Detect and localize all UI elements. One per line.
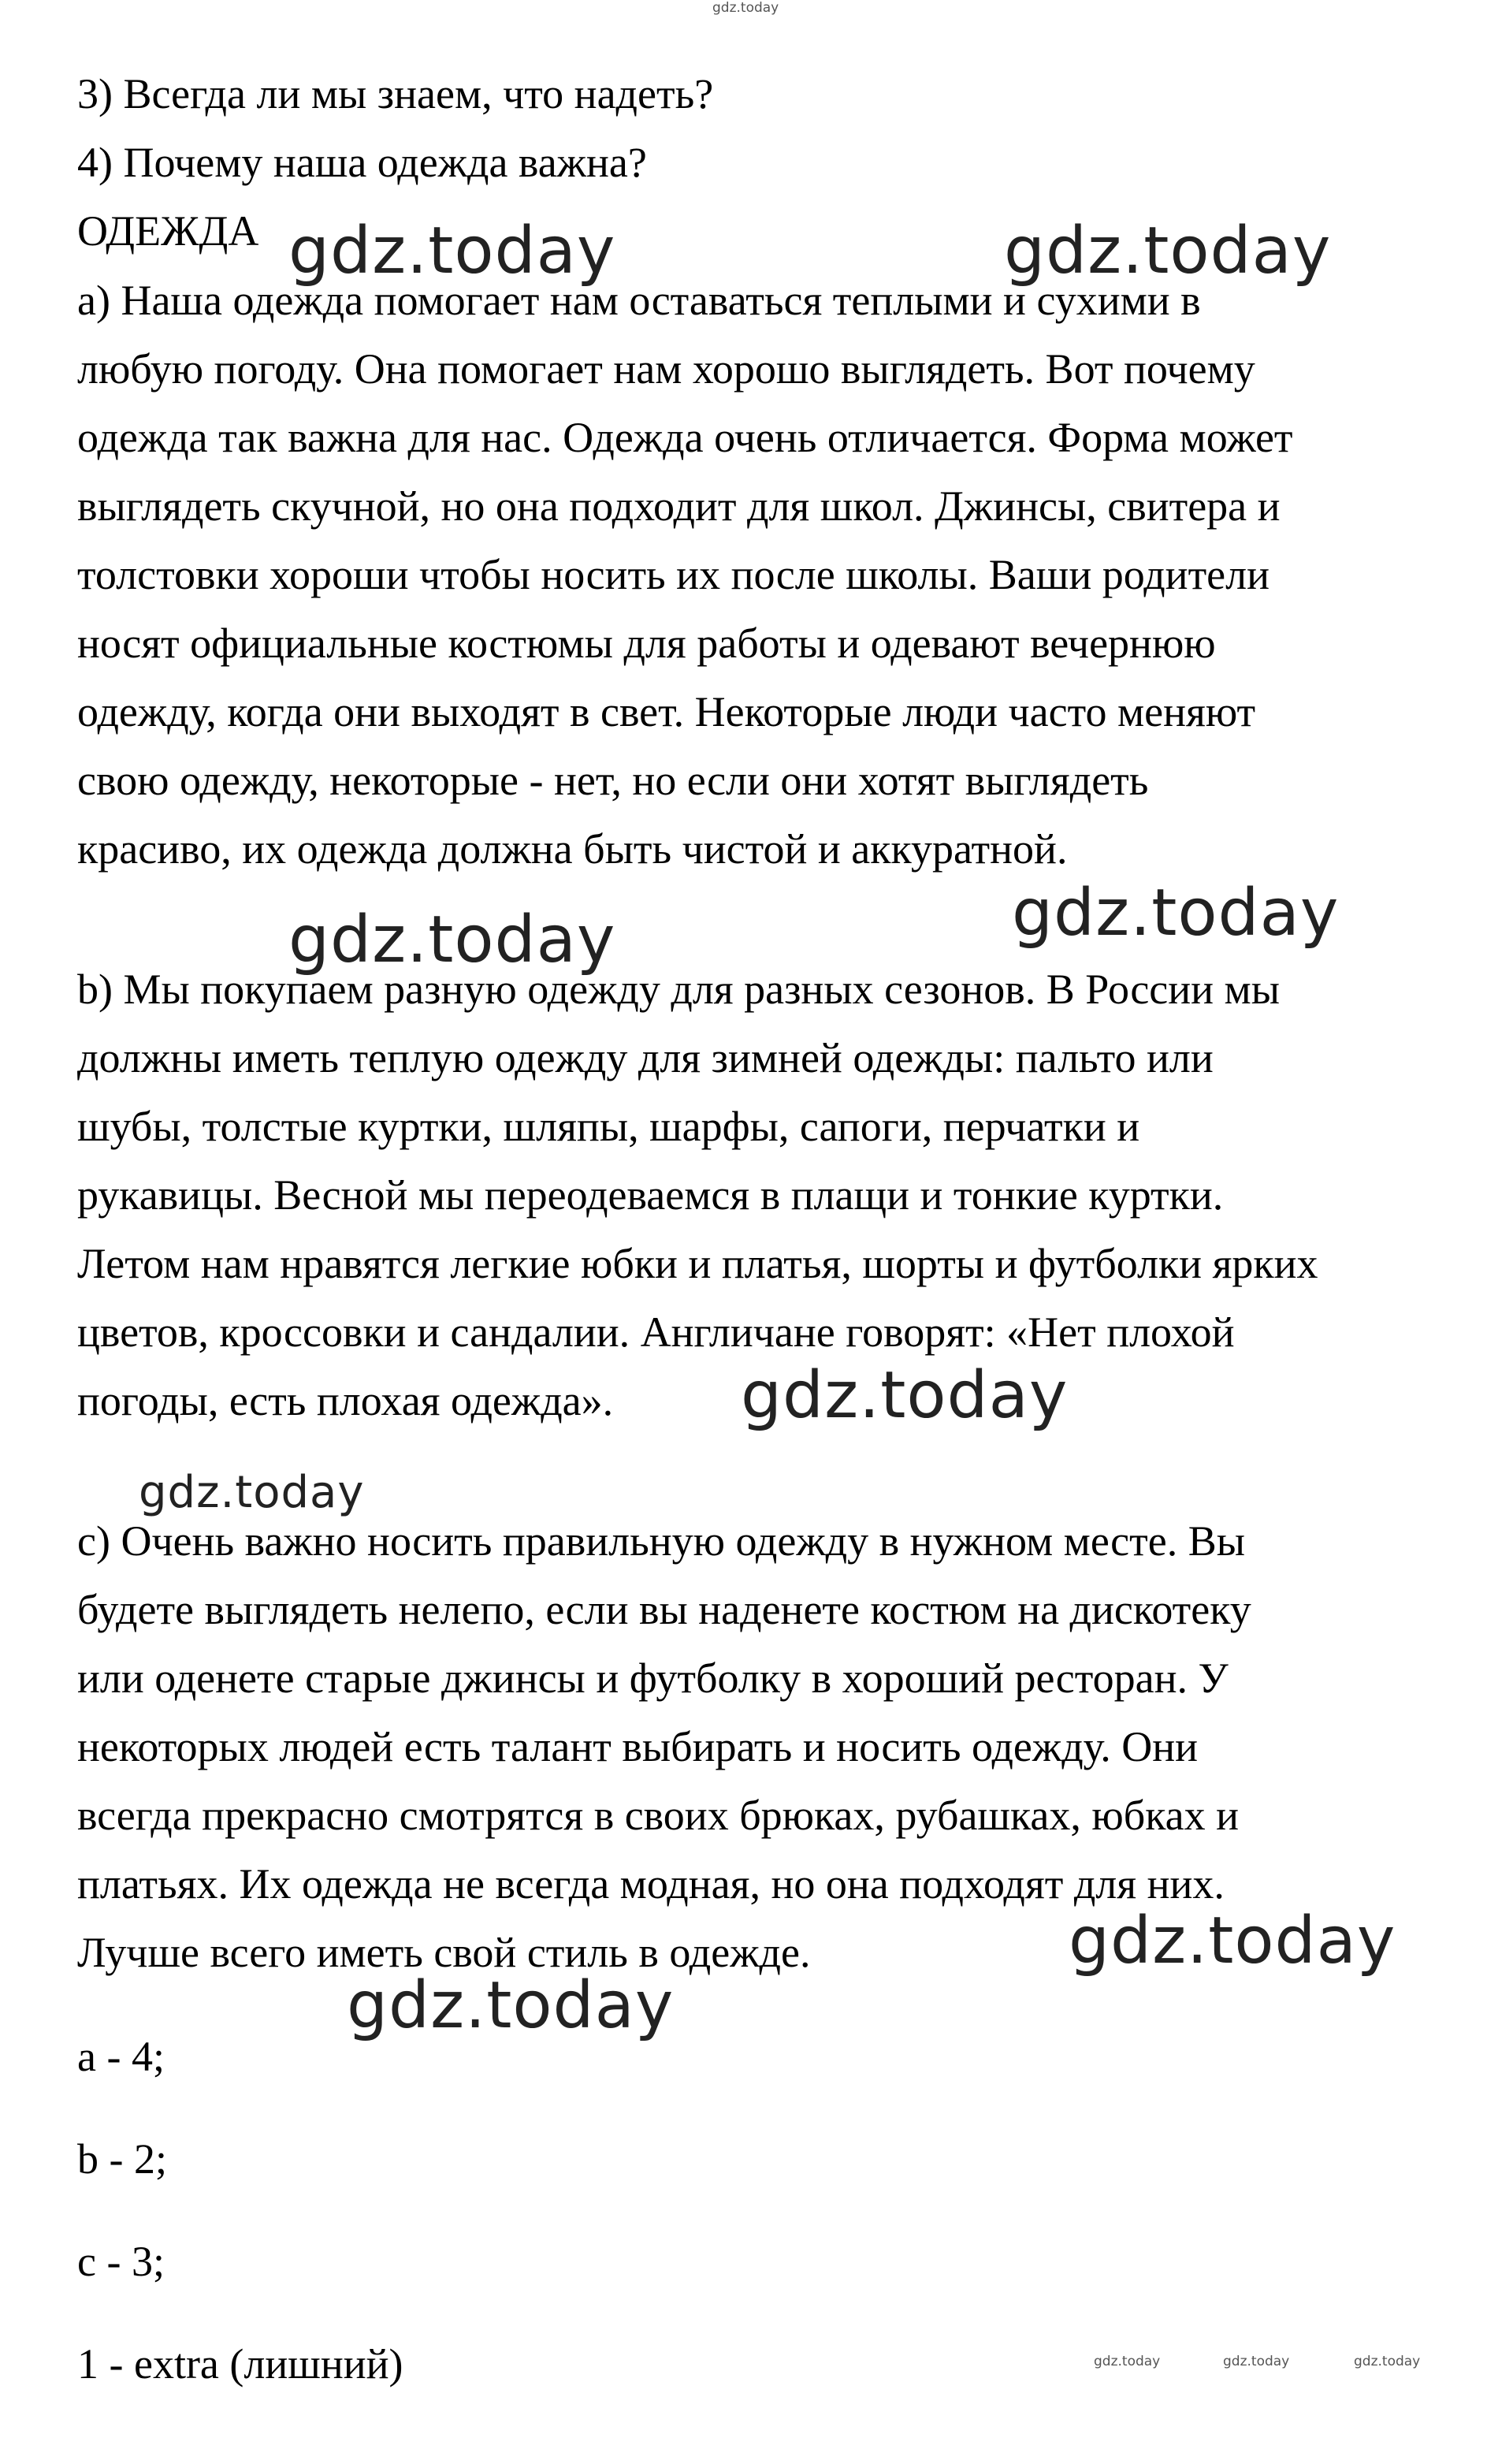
paragraph-c-line: всегда прекрасно смотрятся в своих брюках, рубашках, юбках и — [77, 1792, 1239, 1839]
answer-b: b - 2; — [77, 2135, 167, 2183]
paragraph-c-line: платьях. Их одежда не всегда модная, но она подходят для них. — [77, 1860, 1225, 1908]
paragraph-b-line: шубы, толстые куртки, шляпы, шарфы, сапоги, перчатки и — [77, 1103, 1140, 1150]
watermark: gdz.today — [1004, 214, 1332, 288]
paragraph-c-line: или оденете старые джинсы и футболку в хороший ресторан. У — [77, 1654, 1229, 1702]
paragraph-c-line: некоторых людей есть талант выбирать и носить одежду. Они — [77, 1723, 1199, 1770]
paragraph-a-line: носят официальные костюмы для работы и одевают вечернюю — [77, 620, 1216, 667]
footer-watermark: gdz.today — [1354, 2354, 1421, 2369]
footer-watermark: gdz.today — [1223, 2354, 1290, 2369]
answer-extra: 1 - extra (лишний) — [77, 2340, 403, 2388]
answer-c: c - 3; — [77, 2238, 165, 2285]
paragraph-a-line: выглядеть скучной, но она подходит для школ. Джинсы, свитера и — [77, 482, 1281, 530]
paragraph-b-line: рукавицы. Весной мы переодеваемся в плащи и тонкие куртки. — [77, 1171, 1224, 1219]
top-watermark: gdz.today — [712, 0, 779, 16]
section-title: ОДЕЖДА — [77, 207, 259, 255]
watermark: gdz.today — [347, 1968, 675, 2043]
paragraph-c-line: будете выглядеть нелепо, если вы наденете костюм на дискотеку — [77, 1586, 1251, 1633]
question-3: 3) Всегда ли мы знаем, что надеть? — [77, 70, 714, 117]
paragraph-a-line: любую погоду. Она помогает нам хорошо выглядеть. Вот почему — [77, 345, 1255, 393]
watermark: gdz.today — [1012, 876, 1340, 951]
answer-a: a - 4; — [77, 2033, 165, 2080]
paragraph-b-line: Летом нам нравятся легкие юбки и платья, шорты и футболки ярких — [77, 1240, 1318, 1287]
question-4: 4) Почему наша одежда важна? — [77, 139, 647, 186]
paragraph-a-line: свою одежду, некоторые - нет, но если они хотят выглядеть — [77, 757, 1149, 804]
paragraph-b-line: цветов, кроссовки и сандалии. Англичане говорят: «Нет плохой — [77, 1308, 1235, 1356]
watermark: gdz.today — [1069, 1904, 1396, 1978]
paragraph-a-line: a) Наша одежда помогает нам оставаться теплыми и сухими в — [77, 277, 1201, 324]
watermark: gdz.today — [139, 1467, 365, 1518]
watermark: gdz.today — [741, 1358, 1069, 1433]
paragraph-c-line: c) Очень важно носить правильную одежду в нужном месте. Вы — [77, 1517, 1245, 1565]
paragraph-a-line: одежда так важна для нас. Одежда очень отличается. Форма может — [77, 414, 1293, 461]
watermark: gdz.today — [288, 903, 616, 977]
watermark: gdz.today — [288, 214, 616, 288]
paragraph-a-line: красиво, их одежда должна быть чистой и аккуратной. — [77, 825, 1068, 873]
paragraph-c-line: Лучше всего иметь свой стиль в одежде. — [77, 1929, 811, 1976]
paragraph-b-line: погоды, есть плохая одежда». — [77, 1377, 614, 1424]
hidden-watermark: gdz.today — [0, 2442, 67, 2458]
footer-watermark: gdz.today — [1094, 2354, 1161, 2369]
paragraph-a-line: толстовки хороши чтобы носить их после школы. Ваши родители — [77, 551, 1270, 598]
paragraph-b-line: b) Мы покупаем разную одежду для разных сезонов. В России мы — [77, 966, 1281, 1013]
paragraph-a-line: одежду, когда они выходят в свет. Некоторые люди часто меняют — [77, 688, 1256, 735]
paragraph-b-line: должны иметь теплую одежду для зимней одежды: пальто или — [77, 1034, 1214, 1081]
